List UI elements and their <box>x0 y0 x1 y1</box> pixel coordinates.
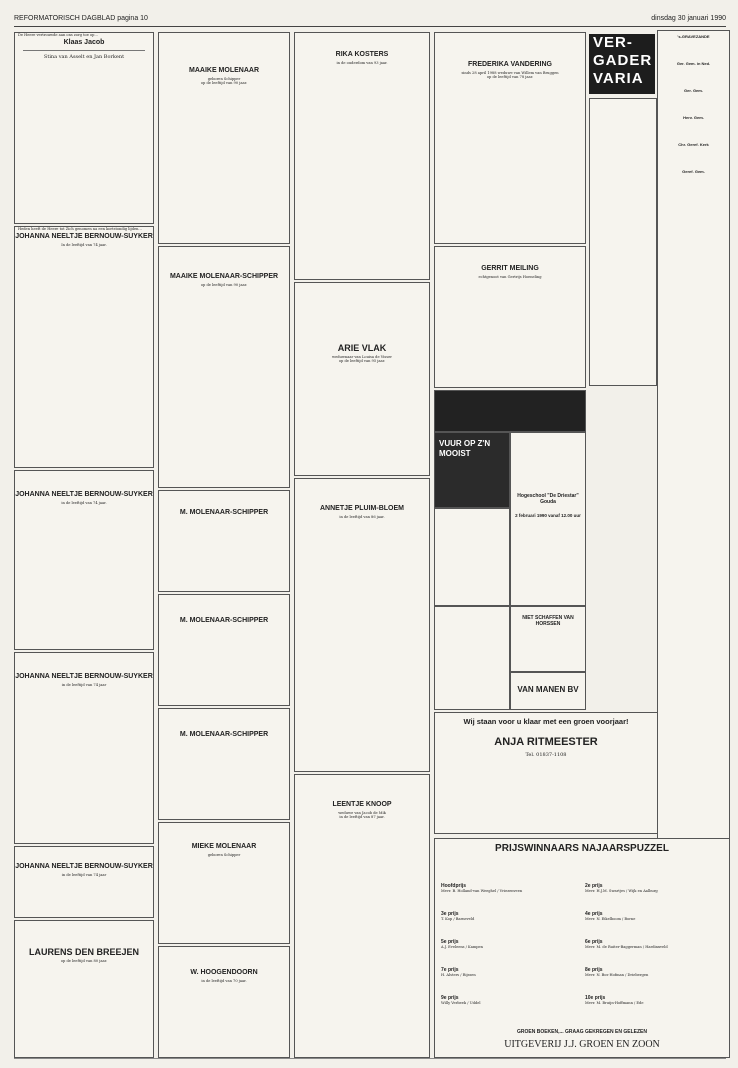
prijs-label: 8e prijs <box>585 967 603 973</box>
notice-c2-f <box>158 822 290 944</box>
notice-name: LEENTJE KNOOP <box>332 801 392 808</box>
notice-c1-e <box>14 920 154 1058</box>
notice-text: De Heere vertrouwde aan ons zorg toe op… <box>18 33 99 37</box>
kerk-entry-2: Ger. Gem. <box>684 88 703 93</box>
kerk-entry-5: Geref. Gem. <box>682 169 705 174</box>
notice-names: Klaas Jacob <box>63 39 105 47</box>
prijswinnaars-box <box>434 838 730 1058</box>
prijs-winner: Mevr. M. Bruijn-Hoffmann / Ede <box>585 1001 644 1005</box>
prijs-label: 3e prijs <box>441 911 459 917</box>
prijs-item <box>441 883 579 905</box>
notice-c4-a <box>434 32 586 244</box>
notice-age: in de leeftijd van 74 jaar <box>61 683 107 687</box>
prijs-winner: Mevr. N. Bos-Hofman / Driebergen <box>585 973 649 977</box>
notice-name: LAURENS DEN BREEJEN <box>28 947 140 957</box>
notice-name: JOHANNA NEELTJE BERNOUW-SUYKER <box>15 673 153 680</box>
notice-sub: echtgenoot van Gertrijs Hoeneling <box>478 275 542 279</box>
notice-name: ARIE VLAK <box>337 343 387 353</box>
prijs-item <box>585 967 723 989</box>
notice-name: M. MOLENAAR-SCHIPPER <box>179 731 269 738</box>
notice-name: FREDERIKA VANDERING <box>467 61 552 68</box>
notice-c1-c <box>14 652 154 844</box>
ad-hogeschool <box>510 432 586 606</box>
notice-age: in de leeftijd van 74 jaar. <box>61 501 107 505</box>
notice-c2-a <box>158 32 290 244</box>
notice-age: In de leeftijd van 74 jaar. <box>61 243 107 248</box>
prijs-winner: H. Alsters / Rijssen <box>441 973 476 977</box>
prijs-item <box>441 939 579 961</box>
notice-c1-first <box>14 32 154 224</box>
notice-text: Heden heeft de Heere tot Zich genomen na een kortstondig lijden… <box>18 227 143 231</box>
notice-name: MIEKE MOLENAAR <box>191 843 257 850</box>
prijs-title: PRIJSWINNAARS NAJAARSPUZZEL <box>495 843 669 854</box>
notice-sub: weduwnaar van Louisa de Visser <box>332 355 392 359</box>
masthead-date: dinsdag 30 januari 1990 <box>651 15 726 22</box>
ad-ritmeester-tagline: Wij staan voor u klaar met een groen voorjaar! <box>463 717 629 726</box>
kerk-title: 's-GRAVEZANDE <box>677 34 710 39</box>
masthead <box>14 14 726 27</box>
publisher-logo: UITGEVERIJ J.J. GROEN EN ZOON <box>504 1039 660 1050</box>
notice-c3-b <box>294 282 430 476</box>
notice-c2-d <box>158 594 290 706</box>
notice-name: M. MOLENAAR-SCHIPPER <box>179 509 269 516</box>
notice-age: in de leeftijd van 74 jaar <box>61 873 107 877</box>
prijs-label: 6e prijs <box>585 939 603 945</box>
prijs-bottom-line: GROEN BOEKEN,... GRAAG GEKREGEN EN GELEZEN <box>516 1029 647 1035</box>
notice-name: JOHANNA NEELTJE BERNOUW-SUYKER <box>15 233 153 241</box>
notice-name: GERRIT MEILING <box>481 265 539 272</box>
prijs-item <box>585 883 723 905</box>
notice-name: JOHANNA NEELTJE BERNOUW-SUYKER <box>15 863 153 870</box>
notice-c4-b <box>434 246 586 388</box>
prijs-winner: A.J. Eveleens / Kampen <box>441 945 483 949</box>
kerk-entry-1: Ger. Gem. in Ned. <box>676 61 711 66</box>
prijs-item <box>585 995 723 1017</box>
notice-age: op de leeftijd van 95 jaar. <box>338 359 386 364</box>
notice-name: M. MOLENAAR-SCHIPPER <box>179 617 269 624</box>
ad-hogeschool-name: Hogeschool "De Driestar" Gouda <box>517 493 579 505</box>
notice-sub: sinds 28 april 1988 weduwe van Willem van Bruggen <box>461 71 559 75</box>
prijs-item <box>441 967 579 989</box>
prijs-winner: Mevr. M. de Ruiter-Baggerman / Hardinxveld <box>585 945 668 949</box>
notice-age: in de leeftijd van 87 jaar. <box>339 815 385 820</box>
vg-line-2: GADER <box>593 52 653 69</box>
notice-age: op de leeftijd van 78 jaar. <box>486 75 534 80</box>
notice-age: in de leeftijd van 86 jaar. <box>339 515 385 519</box>
divider <box>23 50 145 51</box>
prijs-winner: Mevr. H.J.M. Swartjes / Wijk en Aalburg <box>585 889 658 893</box>
ad-ritmeester-name: ANJA RITMEESTER <box>494 736 598 748</box>
notice-name: MAAIKE MOLENAAR <box>189 67 259 74</box>
prijs-winner: Mevr. N. Eikelboom / Borne <box>585 917 636 921</box>
masthead-left: REFORMATORISCH DAGBLAD pagina 10 <box>14 15 148 22</box>
prijs-label: 2e prijs <box>585 883 603 889</box>
prijs-label: 5e prijs <box>441 939 459 945</box>
notice-c2-c <box>158 490 290 592</box>
prijs-item <box>585 911 723 933</box>
prijs-winner: Mevr. B. Holland-van Weeghel / Vriezenveen <box>441 889 523 893</box>
prijs-winner: T. Kop / Barneveld <box>441 917 475 921</box>
prijs-grid <box>441 883 723 1023</box>
notice-signature: Stina van Asselt en Jan Borkent <box>43 54 125 61</box>
ad-vergadervaria <box>589 34 655 94</box>
notice-age: op de leeftijd van 80 jaar. <box>60 959 108 963</box>
ad-manen <box>510 672 586 710</box>
vg-line-1: VER- <box>593 34 633 51</box>
ad-small-text <box>434 508 510 606</box>
notice-c1-a <box>14 226 154 468</box>
ad-banner-dark <box>434 390 586 432</box>
notice-age: op de leeftijd van 90 jaar. <box>200 283 248 287</box>
notice-c2-e <box>158 708 290 820</box>
page-footer-rule <box>14 1058 726 1059</box>
notice-name: ANNETJE PLUIM-BLOEM <box>320 505 404 512</box>
notice-c2-b <box>158 246 290 488</box>
prijs-item <box>441 995 579 1017</box>
prijs-item <box>585 939 723 961</box>
notice-name: JOHANNA NEELTJE BERNOUW-SUYKER <box>15 491 153 498</box>
ad-text-left <box>434 606 510 710</box>
kerk-entry-3: Herv. Gem. <box>683 115 704 120</box>
ad-vuur-text: VUUR OP Z'N MOOIST <box>439 439 491 458</box>
ad-horssen-text: NIET SCHAFFEN VAN HORSSEN <box>522 615 574 627</box>
kerk-entry-4: Chr. Geref. Kerk <box>678 142 709 147</box>
notice-c2-g <box>158 946 290 1058</box>
prijs-label: 7e prijs <box>441 967 459 973</box>
notice-c3-a <box>294 32 430 280</box>
prijs-winner: Willy Verbeek / Uddel <box>441 1001 481 1005</box>
notice-c1-d <box>14 846 154 918</box>
notice-c3-c <box>294 478 430 772</box>
notice-age: in de leeftijd van 70 jaar. <box>201 979 247 983</box>
prijs-label: 4e prijs <box>585 911 603 917</box>
ad-ritmeester <box>434 712 658 834</box>
ad-hogeschool-date: 2 februari 1990 vanaf 12.00 uur <box>515 513 581 518</box>
vergader-listing <box>589 98 657 386</box>
ad-manen-text: VAN MANEN BV <box>517 685 579 694</box>
ad-ritmeester-phone: Tel. 01837-1108 <box>525 752 567 758</box>
prijs-label: Hoofdprijs <box>441 883 466 889</box>
notice-name: W. HOOGENDOORN <box>190 969 258 976</box>
notice-sub: geboren Schipper <box>207 853 241 857</box>
notice-name: RIKA KOSTERS <box>335 51 389 58</box>
prijs-label: 10e prijs <box>585 995 606 1001</box>
ad-vuur <box>434 432 510 508</box>
notice-sub: weduwe van Jacob de Mik <box>338 811 386 815</box>
notice-age: op de leeftijd van 90 jaar. <box>200 81 248 86</box>
prijs-label: 9e prijs <box>441 995 459 1001</box>
vg-line-3: VARIA <box>593 70 644 87</box>
notice-age: in de ouderdom van 93 jaar. <box>336 61 388 65</box>
ad-horssen <box>510 606 586 672</box>
notice-c1-b <box>14 470 154 650</box>
notice-name: MAAIKE MOLENAAR-SCHIPPER <box>169 273 279 280</box>
notice-c3-d <box>294 774 430 1058</box>
prijs-item <box>441 911 579 933</box>
notice-sub: geboren Schipper <box>207 77 241 81</box>
